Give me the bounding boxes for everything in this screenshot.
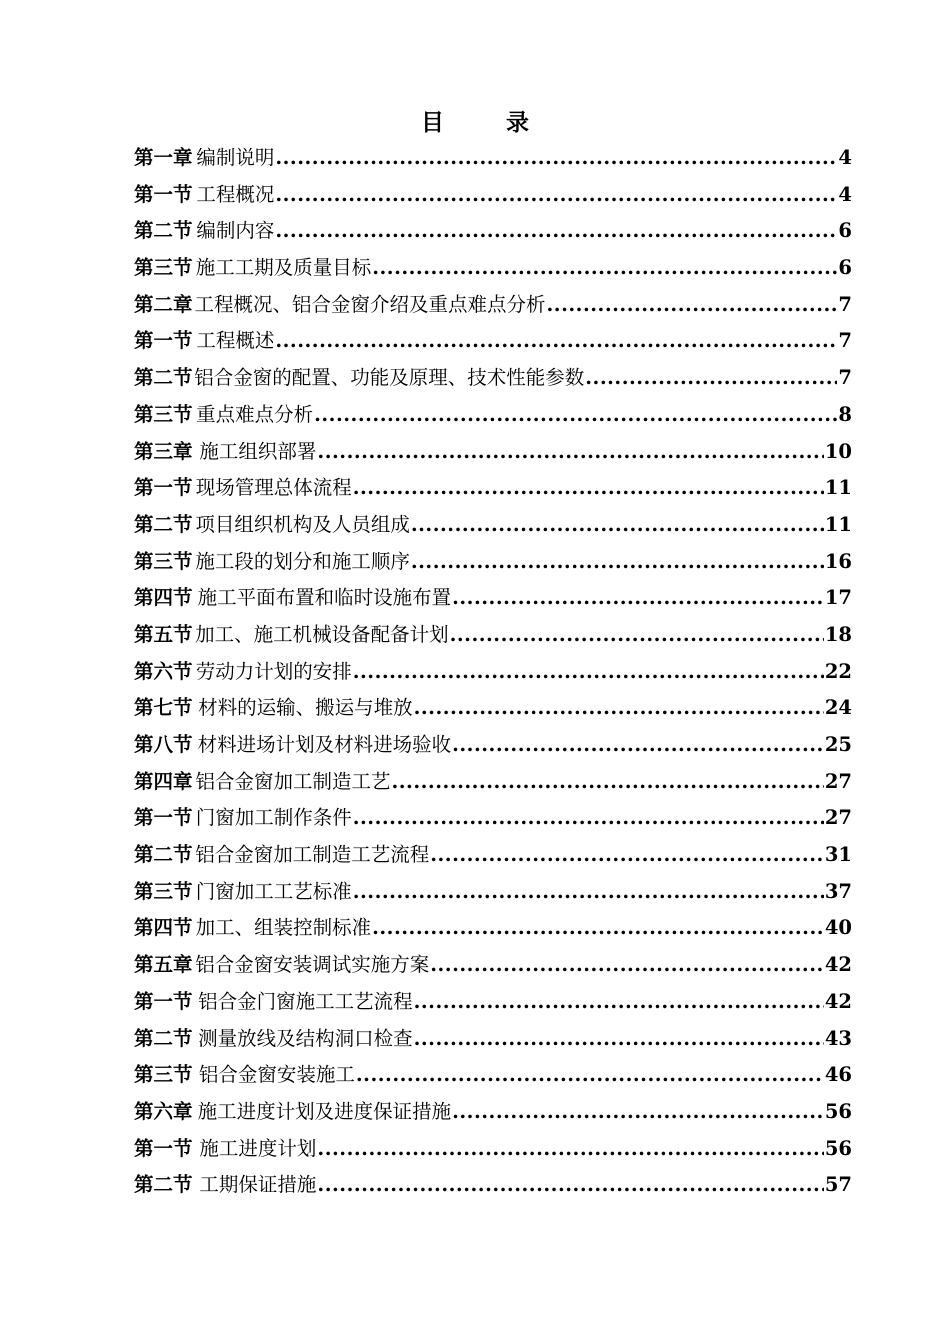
toc-entry[interactable] [134,580,852,617]
toc-dot-leader [585,360,837,397]
toc-dot-leader [314,397,837,434]
toc-entry-title: 门窗加工制作条件 [195,806,352,830]
toc-dot-leader [353,654,824,691]
toc-entry[interactable] [134,360,852,397]
toc-entry-number: 第三节 [134,1063,193,1087]
toc-dot-leader [391,764,823,801]
toc-entry-page: 56 [824,1136,852,1160]
toc-entry-title: 施工工期及质量目标 [195,256,372,280]
toc-entry-number: 第一节 [134,476,193,500]
toc-dot-leader [414,690,824,727]
toc-entry-page: 40 [824,916,852,940]
toc-entry[interactable] [134,764,852,801]
toc-entry-number: 第一节 [134,989,193,1013]
toc-entry-title: 施工段的划分和施工顺序 [195,549,410,573]
toc-entry[interactable] [134,287,852,324]
toc-entry-number: 第三节 [134,402,193,426]
toc-entry-page: 57 [824,1173,852,1197]
toc-entry-page: 24 [824,696,852,720]
toc-entry-title: 施工进度计划及进度保证措施 [197,1099,452,1123]
toc-entry-page: 42 [824,953,852,977]
toc-dot-leader [275,213,837,250]
toc-entry-page: 6 [838,256,852,280]
toc-entry-title: 施工组织部署 [199,439,317,463]
toc-entry[interactable] [134,654,852,691]
toc-dot-leader [372,910,824,947]
toc-entry-page: 27 [824,769,852,793]
toc-title-right: 录 [506,109,529,136]
toc-list [134,140,852,1204]
toc-entry[interactable] [134,800,852,837]
toc-entry-number: 第二节 [134,1026,193,1050]
toc-entry-number: 第一节 [134,182,193,206]
toc-dot-leader [414,984,824,1021]
toc-entry[interactable] [134,1094,852,1131]
toc-entry-title: 工程概况 [196,182,275,206]
toc-entry-number: 第四节 [134,586,193,610]
toc-entry-number: 第六节 [134,659,193,683]
toc-entry-title: 材料的运输、搬运与堆放 [198,696,413,720]
toc-entry-page: 17 [824,586,852,610]
toc-entry-page: 37 [824,879,852,903]
toc-entry-title: 铝合金窗的配置、功能及原理、技术性能参数 [194,366,585,390]
toc-entry-number: 第三节 [134,549,193,573]
toc-entry-page: 11 [824,476,852,500]
toc-entry[interactable] [134,544,852,581]
toc-entry-number: 第四章 [134,769,193,793]
toc-entry[interactable] [134,910,852,947]
toc-entry[interactable] [134,1021,852,1058]
toc-entry[interactable] [134,177,852,214]
toc-entry-page: 4 [838,182,852,206]
toc-dot-leader [411,507,824,544]
toc-entry[interactable] [134,140,852,177]
toc-dot-leader [372,250,837,287]
toc-entry-number: 第六章 [134,1099,193,1123]
toc-entry-number: 第三节 [134,256,193,280]
toc-entry-number: 第七节 [134,696,193,720]
toc-entry[interactable] [134,250,852,287]
toc-dot-leader [430,837,824,874]
toc-entry-page: 27 [824,806,852,830]
toc-entry-title: 编制内容 [196,219,275,243]
toc-entry[interactable] [134,1167,852,1204]
toc-entry[interactable] [134,837,852,874]
toc-entry-title: 施工平面布置和临时设施布置 [197,586,452,610]
toc-entry-page: 18 [824,622,852,646]
toc-dot-leader [356,1057,824,1094]
toc-entry-number: 第一章 [134,146,193,169]
toc-dot-leader [430,947,824,984]
toc-entry-page: 6 [838,219,852,243]
toc-entry[interactable] [134,617,852,654]
toc-entry[interactable] [134,397,852,434]
toc-dot-leader [353,470,824,507]
toc-dot-leader [275,177,837,214]
toc-entry-page: 10 [824,439,852,463]
toc-entry-page: 31 [824,843,852,867]
toc-entry-title: 施工进度计划 [199,1136,317,1160]
toc-entry[interactable] [134,947,852,984]
toc-title-left: 目 [421,109,444,136]
toc-entry-title: 重点难点分析 [196,402,314,426]
toc-entry-title: 工期保证措施 [199,1173,317,1197]
toc-entry-title: 加工、组装控制标准 [195,916,372,940]
toc-dot-leader [317,1131,823,1168]
toc-entry-title: 铝合金窗安装调试实施方案 [195,953,430,977]
toc-entry-number: 第二节 [134,512,193,536]
toc-entry-number: 第一节 [134,1136,193,1160]
toc-entry[interactable] [134,213,852,250]
toc-entry-title: 工程概述 [196,329,275,353]
toc-title [0,106,950,140]
toc-entry[interactable] [134,984,852,1021]
toc-entry-number: 第二节 [134,1173,193,1197]
toc-entry-page: 22 [824,659,852,683]
toc-entry[interactable] [134,1057,852,1094]
toc-entry[interactable] [134,470,852,507]
toc-entry-number: 第五章 [134,953,193,977]
toc-entry-title: 现场管理总体流程 [195,476,352,500]
toc-entry-title: 项目组织机构及人员组成 [195,512,410,536]
toc-entry-page: 11 [824,512,852,536]
toc-dot-leader [547,287,838,324]
toc-entry[interactable] [134,323,852,360]
toc-entry-page: 8 [838,402,852,426]
toc-dot-leader [452,727,824,764]
toc-entry-page: 7 [838,329,852,353]
toc-entry-title: 加工、施工机械设备配备计划 [195,622,449,646]
toc-entry-number: 第二节 [134,366,193,390]
toc-entry-number: 第三章 [134,439,193,463]
toc-entry-page: 7 [838,366,852,390]
toc-entry-number: 第八节 [134,733,193,756]
toc-dot-leader [317,1167,823,1204]
toc-dot-leader [353,800,824,837]
toc-entry-number: 第二节 [134,219,193,243]
toc-entry-title: 工程概况、铝合金窗介绍及重点难点分析 [194,292,546,316]
toc-entry[interactable] [134,507,852,544]
toc-dot-leader [411,544,824,581]
toc-entry-page: 16 [824,549,852,573]
toc-dot-leader [414,1021,824,1058]
toc-entry-number: 第三节 [134,879,193,903]
toc-entry-page: 56 [824,1099,852,1123]
toc-entry-number: 第二章 [134,292,193,316]
toc-dot-leader [450,617,824,654]
toc-dot-leader [317,434,823,471]
toc-entry-page: 42 [824,989,852,1013]
toc-entry-title: 测量放线及结构洞口检查 [198,1026,413,1050]
toc-dot-leader [452,1094,824,1131]
toc-entry-title: 铝合金窗加工制造工艺 [195,769,391,793]
toc-entry-page: 43 [824,1026,852,1050]
toc-entry-title: 铝合金窗安装施工 [198,1063,355,1087]
toc-entry-title: 铝合金窗加工制造工艺流程 [195,843,430,867]
toc-entry-page: 25 [824,733,852,756]
toc-entry[interactable] [134,874,852,911]
toc-entry-number: 第一节 [134,329,193,353]
toc-entry-page: 46 [824,1063,852,1087]
toc-entry-title: 材料进场计划及材料进场验收 [197,733,452,756]
toc-entry-title: 编制说明 [196,146,275,169]
toc-entry-page: 7 [838,292,852,316]
toc-dot-leader [275,323,837,360]
toc-dot-leader [353,874,824,911]
toc-entry[interactable] [134,1131,852,1168]
toc-entry-page: 4 [838,146,852,169]
toc-entry-title: 门窗加工工艺标准 [195,879,352,903]
toc-entry-number: 第四节 [134,916,193,940]
toc-entry-title: 铝合金门窗施工工艺流程 [198,989,413,1013]
toc-entry[interactable] [134,690,852,727]
toc-entry-number: 第五节 [134,622,193,646]
toc-entry-number: 第一节 [134,806,193,830]
toc-entry[interactable] [134,434,852,471]
toc-dot-leader [452,580,824,617]
toc-entry[interactable] [134,727,852,764]
toc-entry-title: 劳动力计划的安排 [195,659,352,683]
toc-entry-number: 第二节 [134,843,193,867]
toc-dot-leader [275,140,837,177]
